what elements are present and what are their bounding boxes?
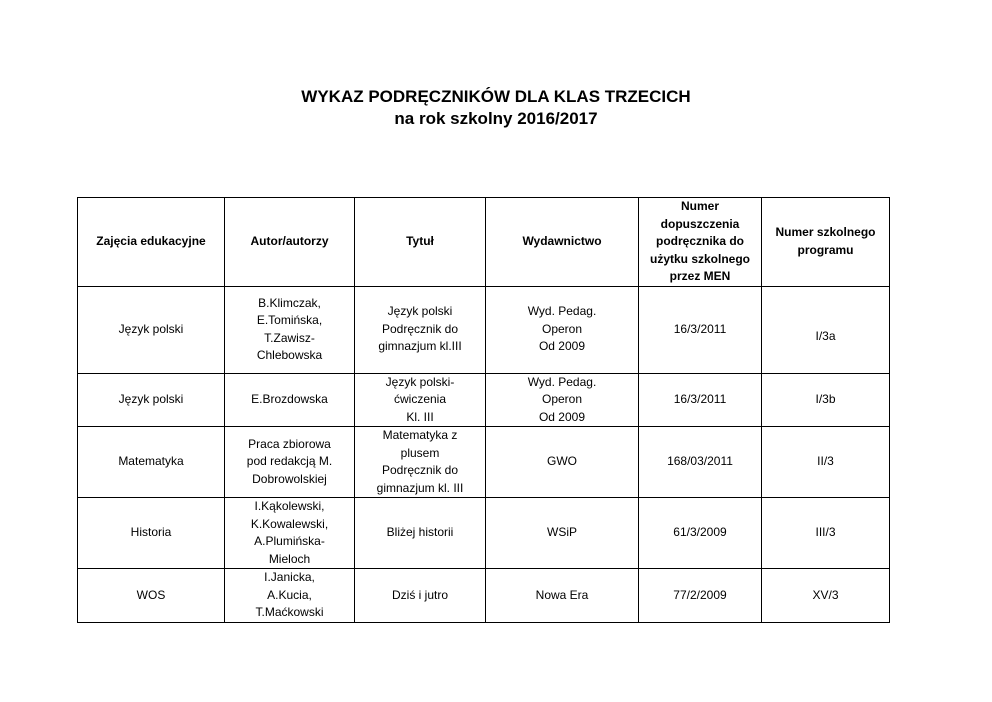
cell-program-number: I/3b bbox=[762, 373, 890, 427]
textbook-table bbox=[77, 197, 890, 623]
cell-title: Matematyka z plusem Podręcznik do gimnazjum kl. III bbox=[355, 427, 486, 498]
cell-subject: Historia bbox=[78, 498, 225, 569]
cell-approval-number: 168/03/2011 bbox=[639, 427, 762, 498]
header-approval-number: Numer dopuszczenia podręcznika do użytku szkolnego przez MEN bbox=[639, 198, 762, 287]
cell-approval-number: 16/3/2011 bbox=[639, 286, 762, 373]
cell-authors: Praca zbiorowa pod redakcją M. Dobrowolskiej bbox=[225, 427, 355, 498]
cell-publisher: Wyd. Pedag. Operon Od 2009 bbox=[486, 373, 639, 427]
cell-subject: Język polski bbox=[78, 286, 225, 373]
cell-authors: E.Brozdowska bbox=[225, 373, 355, 427]
title-line-1: WYKAZ PODRĘCZNIKÓW DLA KLAS TRZECICH bbox=[301, 87, 691, 106]
cell-title: Bliżej historii bbox=[355, 498, 486, 569]
table-row bbox=[78, 498, 890, 569]
cell-title: Dziś i jutro bbox=[355, 569, 486, 623]
cell-publisher: GWO bbox=[486, 427, 639, 498]
cell-program-number: XV/3 bbox=[762, 569, 890, 623]
table-row bbox=[78, 427, 890, 498]
cell-title: Język polski- ćwiczenia Kl. III bbox=[355, 373, 486, 427]
title-line-2: na rok szkolny 2016/2017 bbox=[394, 109, 598, 128]
header-program-number: Numer szkolnego programu bbox=[762, 198, 890, 287]
cell-subject: WOS bbox=[78, 569, 225, 623]
cell-authors: B.Klimczak, E.Tomińska, T.Zawisz- Chlebowska bbox=[225, 286, 355, 373]
cell-approval-number: 77/2/2009 bbox=[639, 569, 762, 623]
table-row bbox=[78, 286, 890, 373]
table-row bbox=[78, 569, 890, 623]
cell-approval-number: 16/3/2011 bbox=[639, 373, 762, 427]
cell-authors: I.Janicka, A.Kucia, T.Maćkowski bbox=[225, 569, 355, 623]
table-row bbox=[78, 373, 890, 427]
cell-subject: Matematyka bbox=[78, 427, 225, 498]
header-authors: Autor/autorzy bbox=[225, 198, 355, 287]
cell-publisher: Wyd. Pedag. Operon Od 2009 bbox=[486, 286, 639, 373]
cell-publisher: WSiP bbox=[486, 498, 639, 569]
cell-publisher: Nowa Era bbox=[486, 569, 639, 623]
header-title: Tytuł bbox=[355, 198, 486, 287]
cell-authors: I.Kąkolewski, K.Kowalewski, A.Plumińska- Mieloch bbox=[225, 498, 355, 569]
header-subject: Zajęcia edukacyjne bbox=[78, 198, 225, 287]
header-publisher: Wydawnictwo bbox=[486, 198, 639, 287]
cell-approval-number: 61/3/2009 bbox=[639, 498, 762, 569]
cell-title: Język polski Podręcznik do gimnazjum kl.III bbox=[355, 286, 486, 373]
cell-subject: Język polski bbox=[78, 373, 225, 427]
cell-program-number: I/3a bbox=[762, 286, 890, 373]
document-title bbox=[0, 86, 992, 130]
cell-program-number: III/3 bbox=[762, 498, 890, 569]
cell-program-number: II/3 bbox=[762, 427, 890, 498]
header-row bbox=[78, 198, 890, 287]
